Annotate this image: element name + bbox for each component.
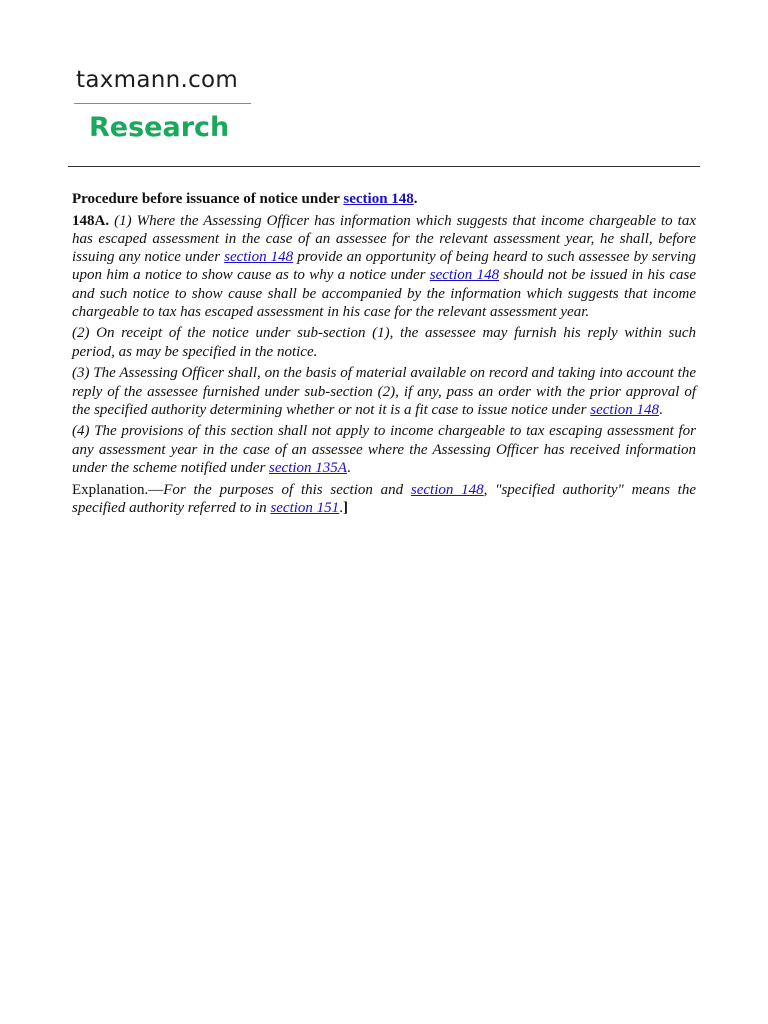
p4-section-135a-link[interactable]: section 135A xyxy=(269,459,347,476)
paragraph-4-text-b: . xyxy=(346,459,351,476)
p1-section-148-link-a[interactable]: section 148 xyxy=(224,249,294,266)
paragraph-4-text-a: (4) The provisions of this section shall not apply to income chargeable to tax escaping assessment for any assessment year in the case of an assessee where the Assessing Officer has received information under the scheme notified under xyxy=(72,423,696,476)
paragraph-1 xyxy=(72,212,696,321)
explanation-text-a: For the purposes of this section and xyxy=(163,481,411,498)
logo-research-label: Research xyxy=(89,112,230,143)
p3-section-148-link[interactable]: section 148 xyxy=(590,401,660,418)
heading-suffix: . xyxy=(413,191,418,207)
section-number: 148A. xyxy=(72,212,110,229)
paragraph-4 xyxy=(72,422,696,477)
paragraph-1-text-c: should not be issued in his case and such notice to show cause shall be accompanied by the information which suggests that income chargeable to tax has escaped assessment in his case for the relevant assessment year. xyxy=(72,267,696,320)
taxmann-logo xyxy=(74,66,254,144)
paragraph-1-text-b: provide an opportunity of being heard to such assessee by serving upon him a notice to show cause as to why a notice under xyxy=(72,249,696,284)
section-heading xyxy=(72,190,696,208)
explanation-label: Explanation. xyxy=(72,481,149,498)
logo-divider xyxy=(74,103,251,104)
paragraph-3-text-a: (3) The Assessing Officer shall, on the basis of material available on record and taking into account the reply of the assessee furnished under sub-section (2), if any, pass an order with the prior approval of the specified authority determining whether or not it is a fit case to issue notice under xyxy=(72,365,696,418)
explanation-text-b: , "specified authority" means the specified authority referred to in xyxy=(72,481,696,516)
paragraph-2-text: (2) On receipt of the notice under sub-section (1), the assessee may furnish his reply within such period, as may be specified in the notice. xyxy=(72,325,696,360)
document-body xyxy=(72,190,696,520)
p1-section-148-link-b[interactable]: section 148 xyxy=(429,267,500,284)
heading-section-148-link[interactable]: section 148 xyxy=(343,191,414,207)
heading-prefix: Procedure before issuance of notice under xyxy=(72,191,344,207)
paragraph-1-text-a: (1) Where the Assessing Officer has information which suggests that income chargeable to tax has escaped assessment in the case of an assessee for the relevant assessment year, he shall, before issuing any notice under xyxy=(72,212,696,266)
header-divider xyxy=(68,166,700,167)
explanation-dash: — xyxy=(148,481,164,498)
paragraph-2 xyxy=(72,324,696,360)
closing-bracket: ] xyxy=(342,499,348,516)
explanation-text-c: . xyxy=(339,499,343,516)
explanation-paragraph xyxy=(72,481,696,517)
explanation-section-151-link[interactable]: section 151 xyxy=(270,499,340,516)
explanation-section-148-link[interactable]: section 148 xyxy=(410,481,484,498)
paragraph-3-text-b: . xyxy=(659,401,663,418)
logo-wordmark: taxmann.com xyxy=(76,67,239,93)
paragraph-3 xyxy=(72,364,696,419)
